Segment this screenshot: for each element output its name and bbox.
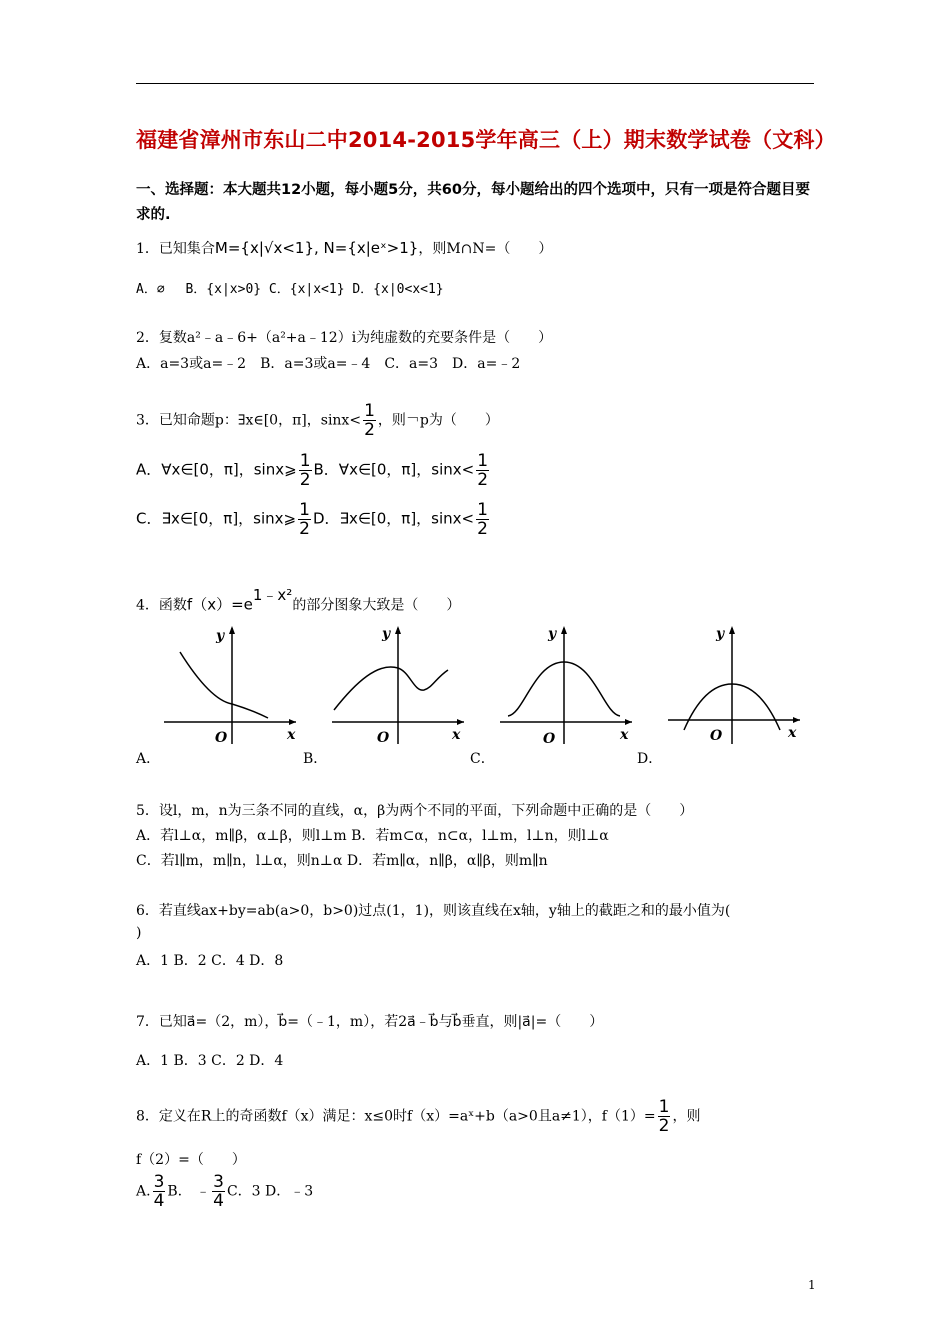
fraction-num: 1 [299,500,310,520]
question-1-formula: M={x|√x<1}, N={x|eˣ>1} [214,239,419,257]
origin-label: O [215,730,228,746]
question-4-stem [136,588,460,615]
fraction-num: 1 [477,451,489,471]
origin-label: O [710,728,723,744]
option-b: B．∀x∈[0，π]，sinx< [313,460,475,479]
page-number: 1 [808,1278,816,1292]
fraction-three-quarters [153,1173,166,1210]
question-8-stem [136,1098,700,1135]
question-8-text-b: ，则 [672,1108,701,1125]
question-6-options: A．1 B．2 C．4 D．8 [136,953,284,969]
fraction-three-quarters [212,1173,225,1210]
fraction-one-half [298,501,311,538]
graph-d [664,622,804,747]
fraction-one-half [476,452,489,489]
fraction-den: 2 [299,519,310,539]
section-heading: 一、选择题：本大题共12小题，每小题5分，共60分，每小题给出的四个选项中，只有一项是符合题目要求的. [136,182,810,223]
axis-x-label: x [287,727,296,743]
question-8-stem-cont: f（2）=（ ） [136,1152,246,1168]
graph-a-label: A． [136,751,161,767]
question-1-options: A．∅ B．{x|x>0} C．{x|x<1} D．{x|0<x<1} [136,282,444,297]
fraction-one-half [476,501,489,538]
question-4-text-a: 4．函数 [136,597,187,614]
question-8-options [136,1173,313,1210]
graph-b-label: B． [303,751,328,767]
fraction-num: 1 [477,500,488,520]
axis-x-label: x [788,725,797,741]
fraction-den: 4 [153,1191,165,1211]
question-6-stem: 6．若直线ax+by=ab(a>0，b>0)过点(1，1)，则该直线在x轴，y轴上的截距之和的最小值为( [136,903,731,919]
header-rule [136,83,814,84]
question-4-text-b: 的部分图象大致是（ ） [292,597,461,614]
axis-y-label: y [548,626,557,642]
fraction-num: 1 [299,451,311,471]
question-1-text-b: ，则M∩N=（ ） [418,241,553,257]
question-3-text-b: ，则￢p为（ ） [377,412,499,429]
graph-c-label: C． [470,751,495,767]
option-cd: C．3 D．﹣3 [226,1183,314,1200]
graph-a [160,622,300,747]
fraction-num: 1 [364,401,375,421]
fraction-den: 2 [364,420,375,440]
axis-x-label: x [452,727,461,743]
graph-d-label: D． [637,751,663,767]
question-1-text-a: 1．已知集合 [136,241,215,257]
question-5-options-ab: A．若l⊥α，m∥β，α⊥β，则l⊥m B．若m⊂α，n⊂α，l⊥m，l⊥n，则l⊥α [136,828,609,844]
origin-label: O [377,730,390,746]
question-3-options-ab [136,452,491,489]
question-5-stem: 5．设l，m，n为三条不同的直线，α，β为两个不同的平面，下列命题中正确的是（ ） [136,803,694,819]
question-5-options-cd: C．若l∥m，m∥n，l⊥α，则n⊥α D．若m∥α，n∥β，α∥β，则m∥n [136,853,548,869]
axis-y-label: y [216,628,225,644]
question-7-stem: 7．已知a⃗=（2，m），b⃗=（﹣1，m），若2a⃗﹣b⃗与b⃗垂直，则|a⃗|=（ ） [136,1014,604,1030]
fraction-one-half [363,402,376,439]
question-7-options: A．1 B．3 C．2 D．4 [136,1053,284,1069]
question-1-stem [136,238,552,258]
option-b: B. ﹣ [167,1183,211,1200]
fraction-den: 2 [477,519,488,539]
question-4-exponent: 1﹣x² [252,586,293,604]
option-d: D．∃x∈[0，π]，sinx< [312,509,475,528]
fraction-num: 3 [213,1172,224,1192]
fraction-den: 2 [299,470,311,490]
fraction-den: 4 [213,1191,224,1211]
fraction-den: 2 [477,470,489,490]
option-c: C．∃x∈[0，π]，sinx⩾ [136,509,297,528]
question-3-text-a: 3．已知命题p：∃x∈[0，π]，sinx< [136,412,362,429]
axis-y-label: y [382,626,391,642]
fraction-den: 2 [658,1116,670,1136]
question-4-formula: f（x）=e [186,595,253,614]
option-a: A．∀x∈[0，π]，sinx⩾ [136,460,297,479]
question-3-stem [136,402,499,439]
fraction-one-half [299,452,312,489]
page-title: 福建省漳州市东山二中2014-2015学年高三（上）期末数学试卷（文科） [136,128,836,152]
axis-x-label: x [620,727,629,743]
axis-y-label: y [716,626,725,642]
graph-c [496,622,636,747]
fraction-one-half [658,1098,671,1135]
question-6-stem-cont: ) [136,925,142,941]
option-a: A. [136,1183,151,1200]
graph-b [328,622,468,747]
fraction-num: 3 [153,1172,165,1192]
question-2-stem: 2．复数a²﹣a﹣6+（a²+a﹣12）i为纯虚数的充要条件是（ ） [136,330,553,346]
question-8-text-a: 8．定义在R上的奇函数f（x）满足：x≤0时f（x）=aˣ+b（a>0且a≠1），f（1）= [136,1108,656,1125]
question-3-options-cd [136,501,491,538]
fraction-num: 1 [658,1097,670,1117]
origin-label: O [543,731,556,747]
question-2-options: A．a=3或a=﹣2 B．a=3或a=﹣4 C．a=3 D．a=﹣2 [136,356,521,372]
